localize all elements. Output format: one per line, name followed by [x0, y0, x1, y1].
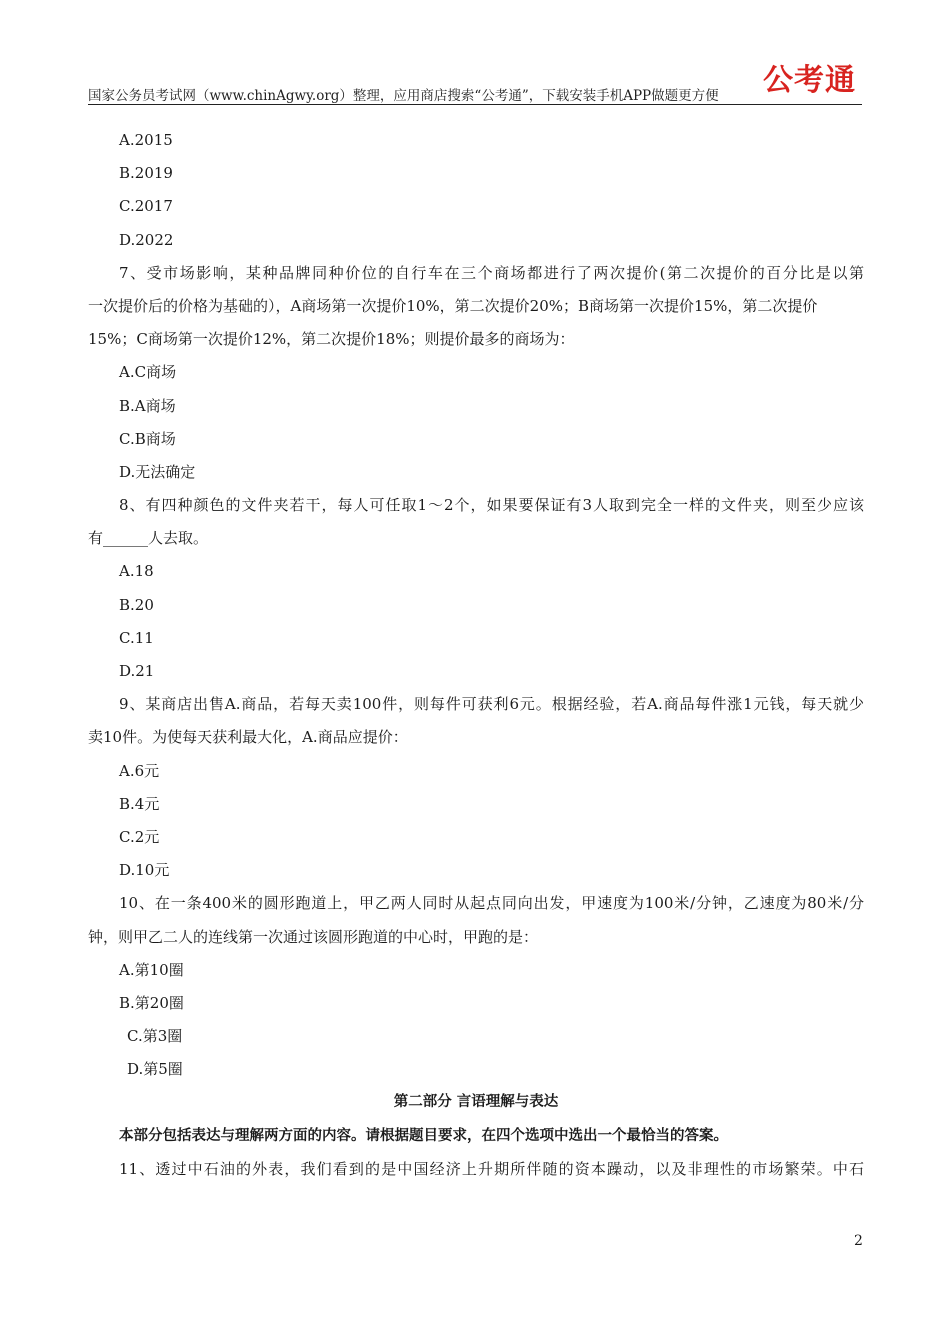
page-content	[88, 124, 864, 1186]
q10-line-1: 10、在一条400米的圆形跑道上，甲乙两人同时从起点同向出发，甲速度为100米/分钟，乙速度为80米/分	[119, 894, 864, 913]
q7-line-3: 15%；C商场第一次提价12%，第二次提价18%；则提价最多的商场为：	[88, 330, 575, 349]
q8-option-a: A.18	[119, 562, 154, 581]
q6-option-d: D.2022	[119, 230, 174, 249]
q8-option-d: D.21	[119, 662, 155, 680]
page-number: 2	[854, 1233, 863, 1249]
q10-option-c: C.第3圈	[127, 1027, 183, 1046]
q7-option-a: A.C商场	[119, 363, 177, 382]
q7-line-1: 7、受市场影响，某种品牌同种价位的自行车在三个商场都进行了两次提价(第二次提价的百分比是以第	[119, 263, 864, 282]
section-intro: 本部分包括表达与理解两方面的内容。请根据题目要求，在四个选项中选出一个最恰当的答案。	[119, 1127, 728, 1144]
q7-option-b: B.A商场	[119, 396, 176, 415]
q9-option-c: C.2元	[119, 827, 160, 846]
q6-option-b: B.2019	[119, 164, 173, 183]
q8-option-c: C.11	[119, 628, 154, 647]
q8-option-b: B.20	[119, 595, 154, 614]
section-title: 第二部分 言语理解与表达	[393, 1094, 559, 1111]
q9-option-a: A.6元	[119, 761, 160, 780]
q7-line-2: 一次提价后的价格为基础的），A商场第一次提价10%，第二次提价20%；B商场第一次提价15%，第二次提价	[88, 296, 818, 315]
q9-option-d: D.10元	[119, 861, 170, 880]
q10-line-2: 钟，则甲乙二人的连线第一次通过该圆形跑道的中心时，甲跑的是：	[88, 927, 539, 946]
q9-option-b: B.4元	[119, 794, 160, 813]
page-header	[88, 64, 862, 105]
q7-option-d: D.无法确定	[119, 462, 196, 481]
q11-line-1: 11、透过中石油的外表，我们看到的是中国经济上升期所伴随的资本躁动，以及非理性的市场繁荣。中石	[119, 1159, 864, 1178]
q6-option-c: C.2017	[119, 197, 173, 216]
q10-option-d: D.第5圈	[127, 1060, 183, 1079]
q9-line-2: 卖10件。为使每天获利最大化，A.商品应提价：	[88, 728, 408, 747]
q8-line-1: 8、有四种颜色的文件夹若干，每人可任取1～2个，如果要保证有3人取到完全一样的文件夹，则至少应该	[119, 496, 864, 515]
q6-option-a: A.2015	[119, 131, 173, 149]
q8-line-2: 有______人去取。	[88, 529, 209, 548]
q7-option-c: C.B商场	[119, 429, 176, 448]
q9-line-1: 9、某商店出售A.商品，若每天卖100件，则每件可获利6元。根据经验，若A.商品每件涨1元钱，每天就少	[119, 695, 864, 714]
q10-option-b: B.第20圈	[119, 993, 184, 1012]
q10-option-a: A.第10圈	[119, 960, 184, 979]
gongkaotong-logo: 公考通	[763, 63, 856, 98]
header-text: 国家公务员考试网（www.chinAgwy.org）整理，应用商店搜索“公考通”，下载安装手机APP做题更方便	[88, 88, 719, 104]
